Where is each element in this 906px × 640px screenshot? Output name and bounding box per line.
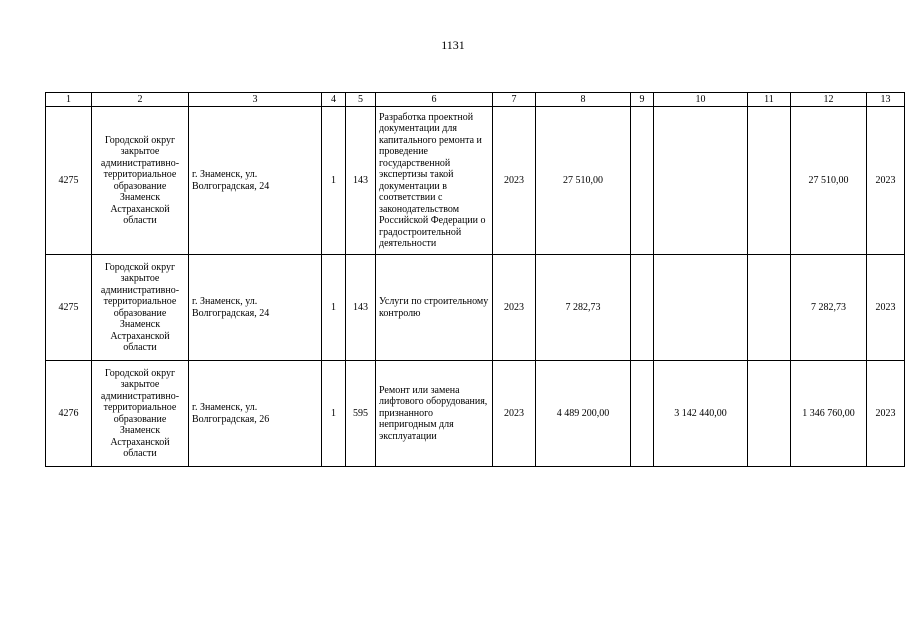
municipality-cell: Городской округ закрытое административно-территориальное образование Знаменск Астраханской области [92, 107, 189, 255]
col4-cell: 1 [322, 107, 346, 255]
header-cell-4: 4 [322, 93, 346, 107]
col11-cell [748, 107, 791, 255]
col10-cell [654, 107, 748, 255]
col10-cell: 3 142 440,00 [654, 361, 748, 467]
header-cell-5: 5 [346, 93, 376, 107]
col9-cell [631, 255, 654, 361]
total-cost-cell: 27 510,00 [536, 107, 631, 255]
address-cell: г. Знаменск, ул. Волгоградская, 24 [189, 255, 322, 361]
col5-cell: 143 [346, 107, 376, 255]
col5-cell: 143 [346, 255, 376, 361]
col10-cell [654, 255, 748, 361]
table-row [46, 107, 905, 255]
header-cell-10: 10 [654, 93, 748, 107]
header-cell-3: 3 [189, 93, 322, 107]
col12-cell: 7 282,73 [791, 255, 867, 361]
address-cell: г. Знаменск, ул. Волгоградская, 26 [189, 361, 322, 467]
col12-cell: 1 346 760,00 [791, 361, 867, 467]
table-header [46, 93, 905, 107]
col4-cell: 1 [322, 361, 346, 467]
municipality-cell: Городской округ закрытое административно-территориальное образование Знаменск Астраханской области [92, 255, 189, 361]
header-cell-8: 8 [536, 93, 631, 107]
col5-cell: 595 [346, 361, 376, 467]
municipality-cell: Городской округ закрытое административно-территориальное образование Знаменск Астраханской области [92, 361, 189, 467]
col9-cell [631, 107, 654, 255]
work-description-cell: Разработка проектной документации для капитального ремонта и проведение государственной экспертизы такой документации в соответствии с законодательством Российской Федерации о градостроительной деятельности [376, 107, 493, 255]
row-number-cell: 4275 [46, 107, 92, 255]
row-number-cell: 4276 [46, 361, 92, 467]
table-row [46, 361, 905, 467]
total-cost-cell: 4 489 200,00 [536, 361, 631, 467]
header-cell-9: 9 [631, 93, 654, 107]
col13-cell: 2023 [867, 361, 905, 467]
table-row [46, 255, 905, 361]
col4-cell: 1 [322, 255, 346, 361]
address-cell: г. Знаменск, ул. Волгоградская, 24 [189, 107, 322, 255]
register-table [45, 92, 905, 467]
header-cell-7: 7 [493, 93, 536, 107]
year-cell: 2023 [493, 255, 536, 361]
header-cell-2: 2 [92, 93, 189, 107]
page-number: 1131 [441, 38, 465, 52]
work-description-cell: Ремонт или замена лифтового оборудования, признанного непригодным для эксплуатации [376, 361, 493, 467]
col11-cell [748, 361, 791, 467]
header-cell-11: 11 [748, 93, 791, 107]
header-cell-12: 12 [791, 93, 867, 107]
col9-cell [631, 361, 654, 467]
header-cell-6: 6 [376, 93, 493, 107]
header-cell-1: 1 [46, 93, 92, 107]
total-cost-cell: 7 282,73 [536, 255, 631, 361]
col12-cell: 27 510,00 [791, 107, 867, 255]
col11-cell [748, 255, 791, 361]
header-row [46, 93, 905, 107]
row-number-cell: 4275 [46, 255, 92, 361]
header-cell-13: 13 [867, 93, 905, 107]
year-cell: 2023 [493, 361, 536, 467]
col13-cell: 2023 [867, 107, 905, 255]
year-cell: 2023 [493, 107, 536, 255]
work-description-cell: Услуги по строительному контролю [376, 255, 493, 361]
col13-cell: 2023 [867, 255, 905, 361]
